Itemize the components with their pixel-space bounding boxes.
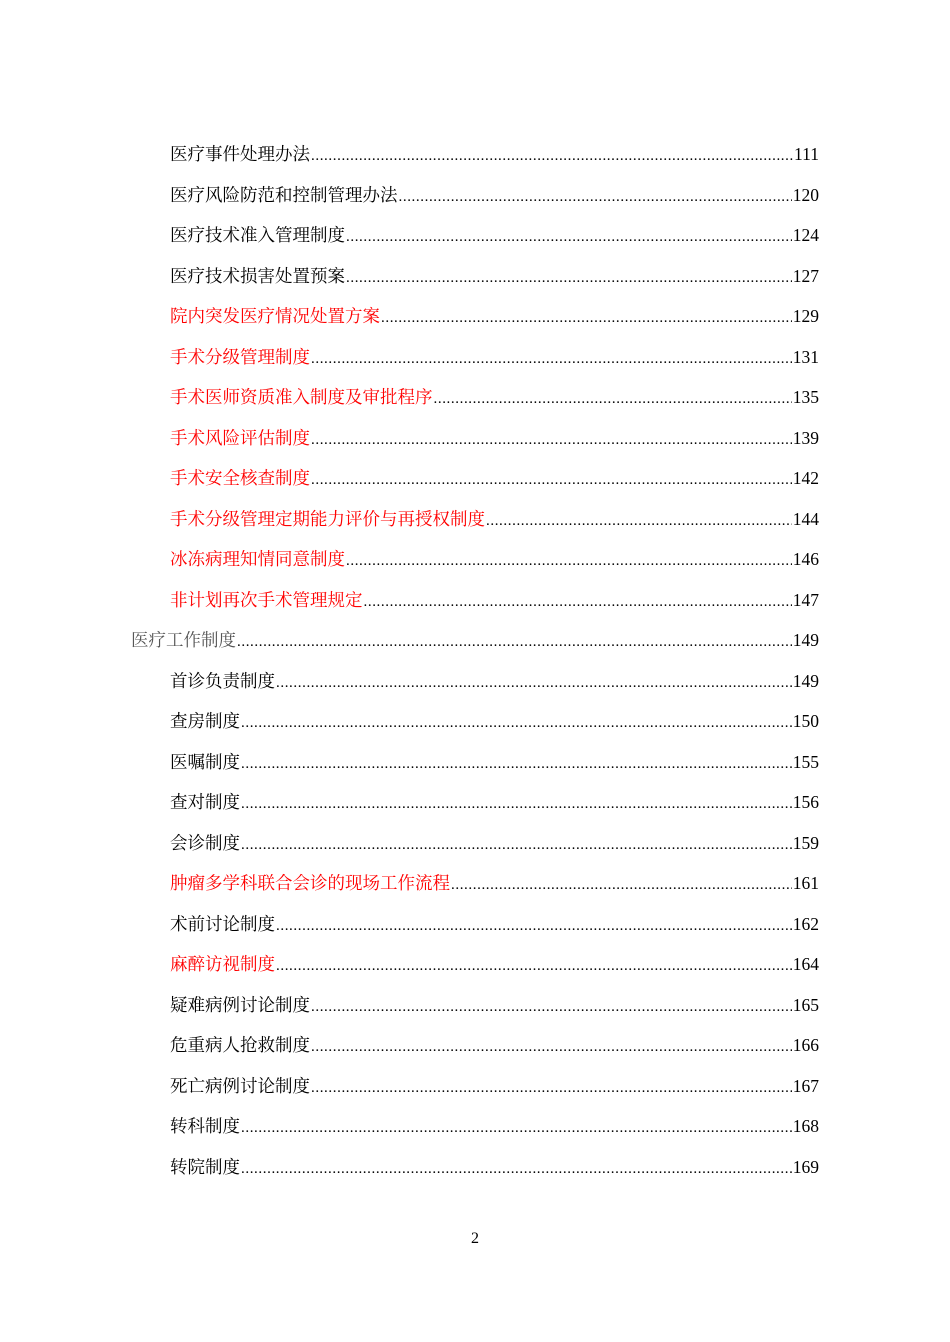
- toc-entry-page: 156: [792, 792, 819, 812]
- toc-entry[interactable]: [0, 215, 950, 256]
- toc-entry-page: 149: [792, 670, 819, 691]
- toc-entry[interactable]: [0, 499, 950, 540]
- toc-entry-title: 危重病人抢救制度: [170, 1036, 310, 1056]
- toc-entry-page: 162: [792, 913, 819, 934]
- toc-entry-title: 麻醉访视制度: [170, 955, 275, 975]
- toc-entry[interactable]: [0, 661, 950, 702]
- toc-dot-leader: [364, 582, 792, 623]
- toc-dot-leader: [311, 339, 792, 380]
- toc-entry[interactable]: [0, 863, 950, 904]
- toc-entry-title: 冰冻病理知情同意制度: [170, 550, 345, 570]
- toc-dot-leader: [451, 865, 792, 906]
- toc-entry-page: 127: [792, 265, 819, 286]
- toc-entry[interactable]: [0, 134, 950, 175]
- toc-entry[interactable]: [0, 985, 950, 1026]
- toc-entry-title: 手术安全核查制度: [170, 469, 310, 489]
- toc-dot-leader: [241, 703, 792, 744]
- toc-entry[interactable]: [0, 580, 950, 621]
- toc-entry-page: 149: [792, 630, 819, 650]
- toc-entry-title: 会诊制度: [170, 833, 240, 854]
- toc-dot-leader: [346, 258, 792, 299]
- toc-entry[interactable]: [0, 782, 950, 823]
- toc-dot-leader: [346, 217, 792, 258]
- toc-entry-title: 医疗工作制度: [131, 631, 236, 651]
- toc-entry[interactable]: [0, 458, 950, 499]
- toc-dot-leader: [399, 177, 792, 218]
- toc-dot-leader: [276, 663, 792, 704]
- toc-entry-page: 142: [792, 468, 819, 488]
- toc-entry[interactable]: [0, 256, 950, 297]
- toc-entry[interactable]: [0, 418, 950, 459]
- toc-entry-page: 111: [794, 144, 819, 164]
- toc-entry-title: 术前讨论制度: [170, 914, 275, 935]
- toc-entry-page: 161: [792, 873, 819, 893]
- toc-entry-title: 医疗技术准入管理制度: [170, 226, 345, 246]
- toc-entry[interactable]: [0, 904, 950, 945]
- toc-entry-page: 147: [792, 589, 819, 610]
- toc-entry-title: 手术医师资质准入制度及审批程序: [170, 388, 433, 408]
- toc-entry-title: 医嘱制度: [170, 752, 240, 773]
- toc-entry-title: 医疗技术损害处置预案: [170, 266, 345, 287]
- toc-entry-title: 疑难病例讨论制度: [170, 995, 310, 1016]
- toc-dot-leader: [237, 622, 792, 663]
- toc-entry-title: 手术风险评估制度: [170, 428, 310, 449]
- toc-dot-leader: [241, 1108, 792, 1149]
- toc-entry-page: 168: [792, 1116, 819, 1136]
- toc-entry-page: 146: [792, 549, 819, 569]
- toc-section-heading[interactable]: [0, 620, 950, 661]
- toc-entry[interactable]: [0, 1147, 950, 1188]
- toc-entry-page: 120: [792, 184, 819, 205]
- toc-entry-title: 查房制度: [170, 712, 240, 732]
- toc-entry[interactable]: [0, 742, 950, 783]
- toc-dot-leader: [241, 825, 792, 866]
- toc-dot-leader: [381, 298, 792, 339]
- toc-dot-leader: [486, 501, 792, 542]
- toc-entry-title: 死亡病例讨论制度: [170, 1076, 310, 1097]
- toc-entry[interactable]: [0, 1106, 950, 1147]
- toc-entry-page: 155: [792, 751, 819, 772]
- toc-entry-title: 院内突发医疗情况处置方案: [170, 307, 380, 327]
- toc-entry[interactable]: [0, 823, 950, 864]
- toc-entry[interactable]: [0, 701, 950, 742]
- toc-entry-title: 医疗事件处理办法: [170, 145, 310, 165]
- toc-entry[interactable]: [0, 377, 950, 418]
- toc-dot-leader: [276, 946, 792, 987]
- toc-entry[interactable]: [0, 944, 950, 985]
- toc-entry-title: 非计划再次手术管理规定: [170, 590, 363, 611]
- page-number: 2: [471, 1230, 479, 1247]
- toc-entry-page: 124: [792, 225, 819, 245]
- toc-entry-page: 129: [792, 306, 819, 326]
- toc-dot-leader: [434, 379, 792, 420]
- toc-dot-leader: [311, 136, 793, 177]
- toc-dot-leader: [311, 987, 792, 1028]
- toc-entry-title: 肿瘤多学科联合会诊的现场工作流程: [170, 874, 450, 894]
- toc-entry-page: 164: [792, 954, 819, 974]
- toc-entry-page: 165: [792, 994, 819, 1015]
- toc-entry-page: 159: [792, 832, 819, 853]
- toc-entry-page: 144: [792, 508, 819, 529]
- toc-entry-title: 手术分级管理制度: [170, 347, 310, 368]
- toc-dot-leader: [241, 784, 792, 825]
- toc-entry-page: 150: [792, 711, 819, 731]
- toc-dot-leader: [241, 1149, 792, 1190]
- toc-dot-leader: [346, 541, 792, 582]
- toc-entry-title: 转科制度: [170, 1117, 240, 1137]
- toc-entry[interactable]: [0, 1066, 950, 1107]
- toc-entry-page: 135: [792, 387, 819, 407]
- toc-dot-leader: [311, 1027, 792, 1068]
- toc-entry-page: 131: [792, 346, 819, 367]
- toc-dot-leader: [311, 420, 792, 461]
- toc-entry[interactable]: [0, 296, 950, 337]
- toc-entry[interactable]: [0, 337, 950, 378]
- table-of-contents: [0, 134, 950, 1187]
- toc-dot-leader: [276, 906, 792, 947]
- toc-entry[interactable]: [0, 175, 950, 216]
- toc-entry-title: 手术分级管理定期能力评价与再授权制度: [170, 509, 485, 530]
- toc-entry-page: 167: [792, 1075, 819, 1096]
- toc-entry-title: 转院制度: [170, 1157, 240, 1178]
- toc-dot-leader: [311, 1068, 792, 1109]
- toc-entry-title: 查对制度: [170, 793, 240, 813]
- toc-entry-page: 139: [792, 427, 819, 448]
- toc-dot-leader: [241, 744, 792, 785]
- toc-entry[interactable]: [0, 539, 950, 580]
- toc-entry-page: 166: [792, 1035, 819, 1055]
- toc-entry-title: 医疗风险防范和控制管理办法: [170, 185, 398, 206]
- toc-entry[interactable]: [0, 1025, 950, 1066]
- toc-entry-page: 169: [792, 1156, 819, 1177]
- toc-entry-title: 首诊负责制度: [170, 671, 275, 692]
- toc-dot-leader: [311, 460, 792, 501]
